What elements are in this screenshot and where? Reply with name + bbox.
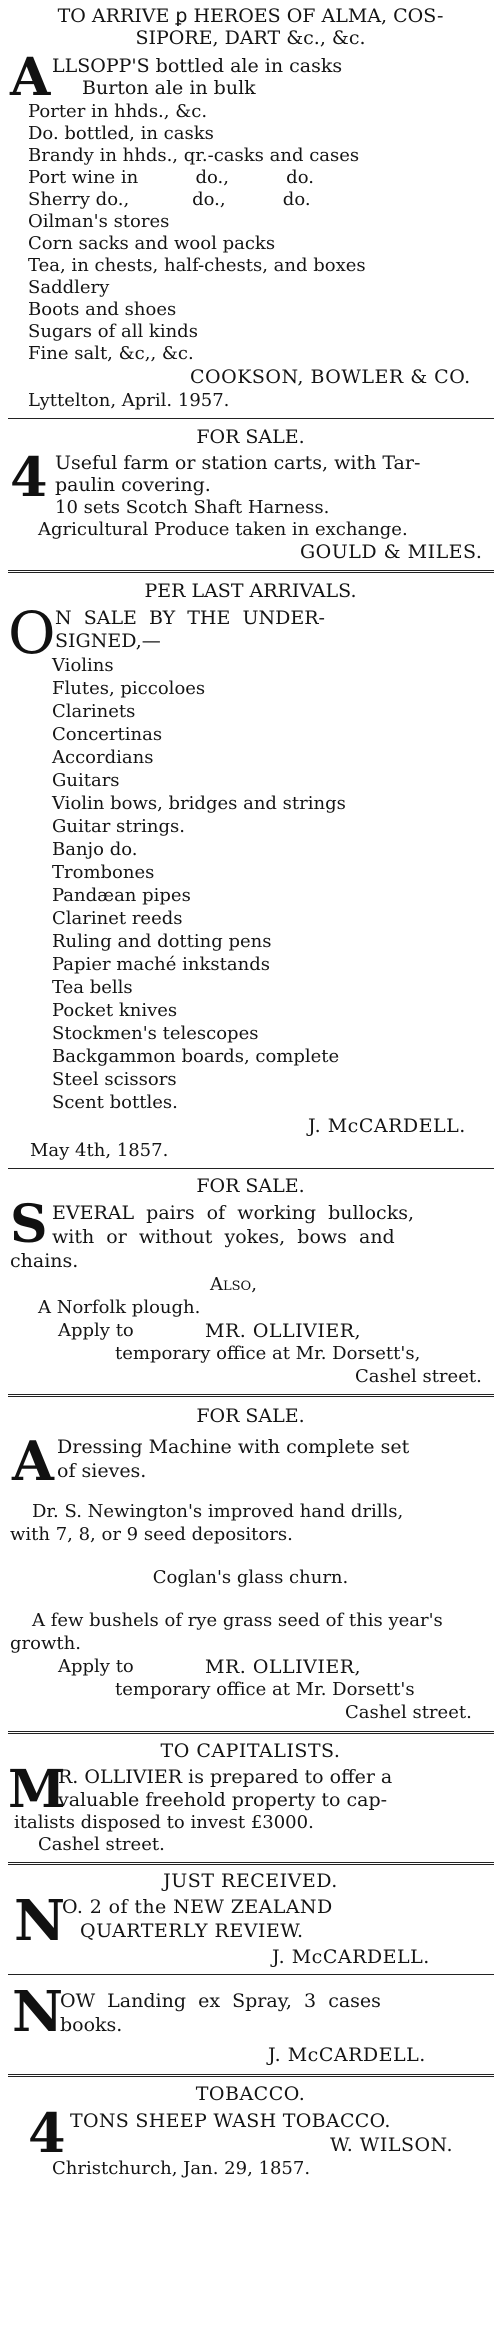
ad-body-line: of sieves. xyxy=(57,1460,147,1482)
list-item: Concertinas xyxy=(52,724,163,745)
ad-heading: PER LAST ARRIVALS. xyxy=(144,580,357,602)
ad-body-line: A few bushels of rye grass seed of this year's xyxy=(32,1610,443,1631)
ad-body-line: LLSOPP'S bottled ale in casks xyxy=(52,55,343,77)
ad-heading: FOR SALE. xyxy=(196,426,305,448)
drop-cap: 4 xyxy=(28,2101,66,2165)
list-item: Tea bells xyxy=(52,977,133,998)
ad-body-line: books. xyxy=(60,2014,123,2036)
apply-to-label: Apply to xyxy=(58,1320,134,1341)
ad-heading: FOR SALE. xyxy=(196,1405,305,1427)
ad-body-line: QUARTERLY REVIEW. xyxy=(80,1920,304,1942)
ad-body-line: Also, xyxy=(210,1274,257,1295)
ad-body-line: paulin covering. xyxy=(55,474,211,496)
drop-cap: S xyxy=(10,1194,48,1255)
ad-body-line: growth. xyxy=(10,1633,81,1654)
dateline: May 4th, 1857. xyxy=(30,1140,169,1161)
advertiser-signature: GOULD & MILES. xyxy=(300,541,483,563)
list-item: Fine salt, &c,, &c. xyxy=(28,343,194,364)
ad-body-line: A Norfolk plough. xyxy=(38,1297,201,1318)
advertiser-signature: J. McCARDELL. xyxy=(308,1115,466,1137)
ad-heading: TO ARRIVE ꝑ HEROES OF ALMA, COS- xyxy=(57,5,444,27)
ad-heading: TOBACCO. xyxy=(195,2083,306,2105)
list-item: Scent bottles. xyxy=(52,1092,178,1113)
ad-body-line: SIGNED,— xyxy=(55,630,161,652)
agent-street: Cashel street. xyxy=(345,1702,472,1723)
ad-body-line: italists disposed to invest £3000. xyxy=(14,1812,314,1833)
advertiser-signature: W. WILSON. xyxy=(330,2134,453,2156)
list-item: Backgammon boards, complete xyxy=(52,1046,340,1067)
agent-office: temporary office at Mr. Dorsett's, xyxy=(115,1343,421,1364)
column-rule xyxy=(8,1974,494,1975)
ad-body-line: TONS SHEEP WASH TOBACCO. xyxy=(70,2110,391,2132)
list-item: Port wine in do., do. xyxy=(28,167,314,188)
column-rule xyxy=(8,418,494,419)
list-item: Clarinet reeds xyxy=(52,908,183,929)
ad-body-line: with 7, 8, or 9 seed depositors. xyxy=(10,1524,293,1545)
list-item: Oilman's stores xyxy=(28,211,170,232)
ad-body-line: Coglan's glass churn. xyxy=(152,1567,349,1588)
list-item: Guitar strings. xyxy=(52,816,185,837)
list-item: Pandæan pipes xyxy=(52,885,191,906)
column-rule xyxy=(8,1394,494,1397)
apply-to-label: Apply to xyxy=(58,1656,134,1677)
ad-body-line: Useful farm or station carts, with Tar- xyxy=(55,452,421,474)
ad-body-line: chains. xyxy=(10,1250,79,1272)
drop-cap: N xyxy=(14,1888,66,1954)
ad-heading: FOR SALE. xyxy=(196,1175,305,1197)
agent-name: MR. OLLIVIER, xyxy=(205,1656,362,1678)
ad-body-line: O. 2 of the NEW ZEALAND xyxy=(62,1896,333,1918)
drop-cap: A xyxy=(12,1429,54,1493)
list-item: Do. bottled, in casks xyxy=(28,123,214,144)
ad-body-line: OW Landing ex Spray, 3 cases xyxy=(60,1990,381,2012)
ad-body-line: Dr. S. Newington's improved hand drills, xyxy=(32,1501,404,1522)
agent-office: temporary office at Mr. Dorsett's xyxy=(115,1679,415,1700)
dateline: Christchurch, Jan. 29, 1857. xyxy=(52,2158,311,2179)
column-rule xyxy=(8,1168,494,1169)
ad-body-line: with or without yokes, bows and xyxy=(52,1226,395,1248)
list-item: Boots and shoes xyxy=(28,299,177,320)
column-rule xyxy=(8,1862,494,1865)
ad-heading-continued: SIPORE, DART &c., &c. xyxy=(135,27,366,49)
drop-cap: A xyxy=(10,47,51,108)
list-item: Saddlery xyxy=(28,277,110,298)
list-item: Pocket knives xyxy=(52,1000,178,1021)
list-item: Clarinets xyxy=(52,701,136,722)
advertiser-signature: COOKSON, BOWLER & CO. xyxy=(190,366,471,388)
column-rule xyxy=(8,1731,494,1734)
list-item: Sugars of all kinds xyxy=(28,321,198,342)
drop-cap: 4 xyxy=(10,445,48,509)
drop-cap: N xyxy=(12,1979,64,2045)
list-item: Ruling and dotting pens xyxy=(52,931,272,952)
list-item: Violin bows, bridges and strings xyxy=(52,793,346,814)
list-item: Trombones xyxy=(52,862,155,883)
list-item: Brandy in hhds., qr.-casks and cases xyxy=(28,145,360,166)
agent-street: Cashel street. xyxy=(355,1366,482,1387)
agent-name: MR. OLLIVIER, xyxy=(205,1320,362,1342)
drop-cap: O xyxy=(8,599,56,667)
advertiser-signature: J. McCARDELL. xyxy=(272,1946,430,1968)
ad-body-line: N SALE BY THE UNDER- xyxy=(55,607,325,629)
ad-body-line: Burton ale in bulk xyxy=(82,77,256,99)
list-item: Banjo do. xyxy=(52,839,138,860)
list-item: Porter in hhds., &c. xyxy=(28,101,208,122)
ad-body-line: Cashel street. xyxy=(38,1834,165,1855)
list-item: Accordians xyxy=(52,747,154,768)
column-rule xyxy=(8,570,494,573)
ad-body-line: valuable freehold property to cap- xyxy=(58,1789,388,1811)
list-item: Flutes, piccoloes xyxy=(52,678,206,699)
ad-body-line: R. OLLIVIER is prepared to offer a xyxy=(58,1766,393,1788)
list-item: Steel scissors xyxy=(52,1069,177,1090)
ad-heading: JUST RECEIVED. xyxy=(163,1870,338,1892)
list-item: Stockmen's telescopes xyxy=(52,1023,259,1044)
dateline: Lyttelton, April. 1957. xyxy=(28,390,230,411)
ad-body-line: EVERAL pairs of working bullocks, xyxy=(52,1202,415,1224)
list-item: Sherry do., do., do. xyxy=(28,189,311,210)
list-item: Corn sacks and wool packs xyxy=(28,233,276,254)
ad-body-line: Dressing Machine with complete set xyxy=(57,1436,410,1458)
drop-cap: M xyxy=(8,1759,66,1820)
list-item: Violins xyxy=(52,655,114,676)
ad-body-line: 10 sets Scotch Shaft Harness. xyxy=(55,497,330,518)
list-item: Tea, in chests, half-chests, and boxes xyxy=(28,255,366,276)
advertiser-signature: J. McCARDELL. xyxy=(268,2044,426,2066)
column-rule xyxy=(8,2074,494,2077)
list-item: Guitars xyxy=(52,770,120,791)
ad-heading: TO CAPITALISTS. xyxy=(160,1740,341,1762)
ad-body-line: Agricultural Produce taken in exchange. xyxy=(38,519,408,540)
list-item: Papier maché inkstands xyxy=(52,954,270,975)
